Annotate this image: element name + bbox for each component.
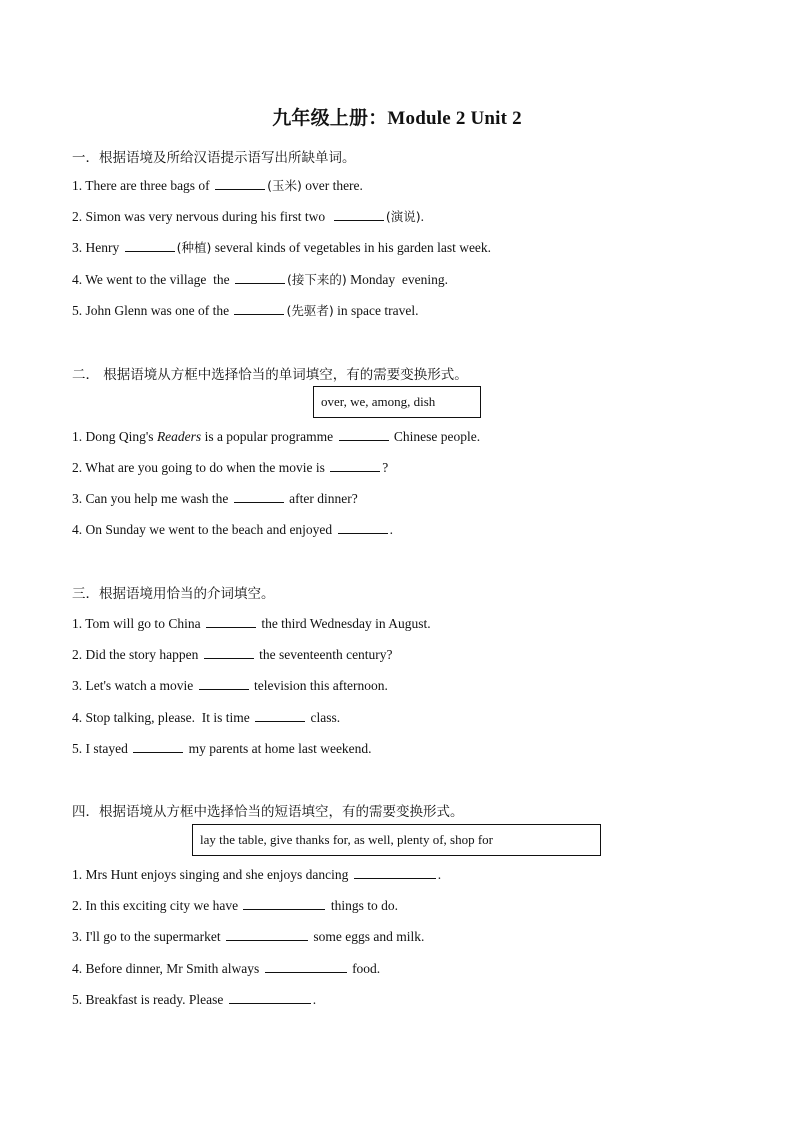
hint-text: (接下来的) bbox=[287, 272, 347, 287]
item-text: . bbox=[389, 522, 393, 537]
item-text: class. bbox=[307, 710, 341, 725]
item-text: television this afternoon. bbox=[250, 678, 388, 693]
section1-item-2 bbox=[72, 207, 424, 225]
section3-item-5 bbox=[72, 739, 372, 757]
item-text: 5. I stayed bbox=[72, 741, 132, 756]
phrase-bank-text: lay the table, give thanks for, as well, plenty of, shop for bbox=[200, 832, 493, 847]
answer-blank[interactable] bbox=[204, 645, 254, 659]
item-text: 2. Simon was very nervous during his first two bbox=[72, 209, 332, 224]
section2-heading: 二． 根据语境从方框中选择恰当的单词填空，有的需要变换形式。 bbox=[72, 367, 468, 383]
answer-blank[interactable] bbox=[226, 927, 308, 941]
item-text: 1. Tom will go to China bbox=[72, 616, 204, 631]
phrase-bank-box bbox=[192, 824, 601, 856]
answer-blank[interactable] bbox=[133, 739, 183, 753]
item-text: in space travel. bbox=[333, 303, 419, 318]
section4-item-5 bbox=[72, 990, 316, 1008]
answer-blank[interactable] bbox=[199, 676, 249, 690]
item-text: Chinese people. bbox=[390, 429, 481, 444]
answer-blank[interactable] bbox=[338, 520, 388, 534]
item-text: . bbox=[437, 867, 442, 882]
item-text: 3. Henry bbox=[72, 240, 123, 255]
item-text: several kinds of vegetables in his garden last week. bbox=[211, 240, 492, 255]
section1-item-1 bbox=[72, 176, 363, 194]
section4-item-2 bbox=[72, 896, 398, 914]
item-text: food. bbox=[348, 961, 381, 976]
item-text: 4. We went to the village the bbox=[72, 272, 233, 287]
hint-text: (玉米) bbox=[267, 178, 302, 193]
answer-blank[interactable] bbox=[330, 458, 380, 472]
item-text: is a popular programme bbox=[201, 429, 337, 444]
item-text: Monday evening. bbox=[346, 272, 448, 287]
item-text: some eggs and milk. bbox=[310, 929, 425, 944]
section1-heading: 一．根据语境及所给汉语提示语写出所缺单词。 bbox=[72, 150, 356, 166]
item-text: . bbox=[420, 209, 424, 224]
answer-blank[interactable] bbox=[125, 238, 175, 252]
answer-blank[interactable] bbox=[243, 896, 325, 910]
answer-blank[interactable] bbox=[354, 865, 436, 879]
answer-blank[interactable] bbox=[334, 207, 384, 221]
answer-blank[interactable] bbox=[215, 176, 265, 190]
item-text: 3. Can you help me wash the bbox=[72, 491, 232, 506]
section2-item-2 bbox=[72, 458, 388, 476]
item-text: 2. Did the story happen bbox=[72, 647, 202, 662]
answer-blank[interactable] bbox=[234, 301, 284, 315]
answer-blank[interactable] bbox=[229, 990, 311, 1004]
item-text: . bbox=[312, 992, 317, 1007]
word-bank-text: over, we, among, dish bbox=[321, 394, 436, 409]
item-text: 1. There are three bags of bbox=[72, 178, 214, 193]
section2-item-3 bbox=[72, 489, 358, 507]
answer-blank[interactable] bbox=[265, 959, 347, 973]
hint-text: (先驱者) bbox=[286, 303, 334, 318]
section3-heading: 三．根据语境用恰当的介词填空。 bbox=[72, 586, 275, 602]
section2-item-1 bbox=[72, 427, 480, 445]
item-text: the seventeenth century? bbox=[255, 647, 393, 662]
item-text: 2. What are you going to do when the movie is bbox=[72, 460, 329, 475]
item-text: 4. On Sunday we went to the beach and enjoyed bbox=[72, 522, 336, 537]
item-text: 5. John Glenn was one of the bbox=[72, 303, 233, 318]
section1-item-3 bbox=[72, 238, 491, 256]
item-text: 1. Mrs Hunt enjoys singing and she enjoys dancing bbox=[72, 867, 352, 882]
item-text: 3. Let's watch a movie bbox=[72, 678, 197, 693]
item-text: 4. Stop talking, please. It is time bbox=[72, 710, 254, 725]
hint-text: (种植) bbox=[176, 240, 212, 255]
section1-item-5 bbox=[72, 301, 418, 319]
answer-blank[interactable] bbox=[234, 489, 284, 503]
item-text: ? bbox=[382, 460, 389, 475]
answer-blank[interactable] bbox=[235, 270, 285, 284]
section3-item-4 bbox=[72, 708, 340, 726]
section4-heading: 四．根据语境从方框中选择恰当的短语填空，有的需要变换形式。 bbox=[72, 804, 464, 820]
section3-item-2 bbox=[72, 645, 393, 663]
answer-blank[interactable] bbox=[255, 708, 305, 722]
hint-text: (演说) bbox=[385, 209, 421, 224]
section4-item-3 bbox=[72, 927, 424, 945]
section1-item-4 bbox=[72, 270, 448, 288]
page-title: 九年级上册：Module 2 Unit 2 bbox=[272, 108, 522, 129]
item-text: the third Wednesday in August. bbox=[257, 616, 431, 631]
answer-blank[interactable] bbox=[206, 614, 256, 628]
programme-name: Readers bbox=[156, 429, 202, 444]
word-bank-box bbox=[313, 386, 481, 418]
item-text: 2. In this exciting city we have bbox=[72, 898, 242, 913]
item-text: 4. Before dinner, Mr Smith always bbox=[72, 961, 263, 976]
answer-blank[interactable] bbox=[339, 427, 389, 441]
item-text: 1. Dong Qing's bbox=[72, 429, 157, 444]
section2-item-4 bbox=[72, 520, 393, 538]
section3-item-1 bbox=[72, 614, 431, 632]
item-text: 5. Breakfast is ready. Please bbox=[72, 992, 227, 1007]
item-text: over there. bbox=[301, 178, 363, 193]
section4-item-4 bbox=[72, 959, 380, 977]
item-text: things to do. bbox=[327, 898, 398, 913]
section4-item-1 bbox=[72, 865, 441, 883]
item-text: 3. I'll go to the supermarket bbox=[72, 929, 225, 944]
section3-item-3 bbox=[72, 676, 388, 694]
item-text: my parents at home last weekend. bbox=[185, 741, 372, 756]
item-text: after dinner? bbox=[285, 491, 358, 506]
